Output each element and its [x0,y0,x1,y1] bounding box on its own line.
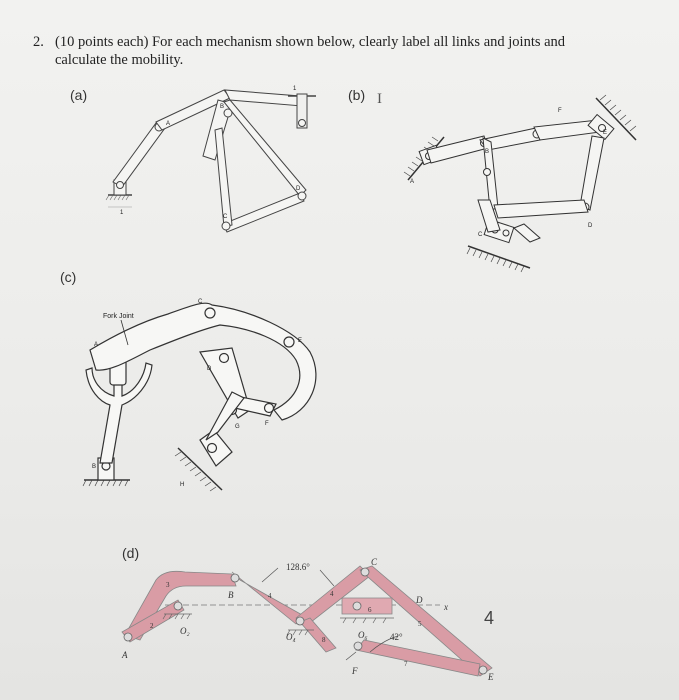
d-angle-128: 128.6° [286,562,310,572]
d-link-4b: 4 [330,590,334,598]
d-link-8: 8 [322,636,326,644]
b-mark-E: E [603,130,608,136]
c-mark-D: D [207,366,212,372]
d-link-4a: 4 [268,592,272,600]
d-mark-O2: O₂ [180,626,190,636]
d-mark-O6: O₆ [358,630,368,640]
c-mark-F: F [265,421,269,427]
b-mark-B: B [485,149,490,155]
d-mark-C: C [371,557,378,567]
d-mark-B: B [228,590,234,600]
c-mark-A: A [94,342,99,348]
a-mark-A: A [166,121,171,127]
d-mark-D: D [416,595,423,605]
question-text-line1: (10 points each) For each mechanism shown below, clearly label all links and joints and [55,34,566,50]
d-mark-A: A [122,650,128,660]
d-mark-x: x [444,602,448,612]
d-mark-E: E [488,672,494,682]
question-text-line2: calculate the mobility. [55,52,184,68]
d-link-7: 7 [404,660,408,668]
d-mark-F: F [352,666,358,676]
part-a-label: (a) [70,87,88,103]
part-c-label: (c) [60,269,77,285]
margin-mark: 4 [484,608,495,628]
d-mark-O4: O₄ [286,632,296,642]
c-mark-H: H [180,482,185,488]
c-mark-G: G [235,424,240,430]
b-mark-A: A [410,179,415,185]
b-mark-F: F [558,108,562,114]
d-link-6: 6 [368,606,372,614]
text-cursor-mark: I [377,91,382,107]
a-mark-C: C [223,214,228,220]
part-b-label: (b) [348,87,366,103]
a-mark-1-bottom: 1 [120,210,124,216]
c-mark-B: B [92,464,97,470]
b-mark-C: C [478,232,483,238]
a-mark-B: B [220,104,225,110]
question-number: 2. [33,34,44,50]
c-mark-C: C [198,299,203,305]
d-link-3: 3 [166,581,170,589]
a-mark-1-top: 1 [293,86,297,92]
d-angle-42: 42° [390,632,403,642]
b-mark-D: D [588,223,593,229]
d-link-5: 5 [418,620,422,628]
c-mark-E: E [298,338,303,344]
d-link-2: 2 [150,622,154,630]
c-caption-fork-joint: Fork Joint [103,313,134,320]
a-mark-D: D [296,186,301,192]
part-d-label: (d) [122,545,140,561]
